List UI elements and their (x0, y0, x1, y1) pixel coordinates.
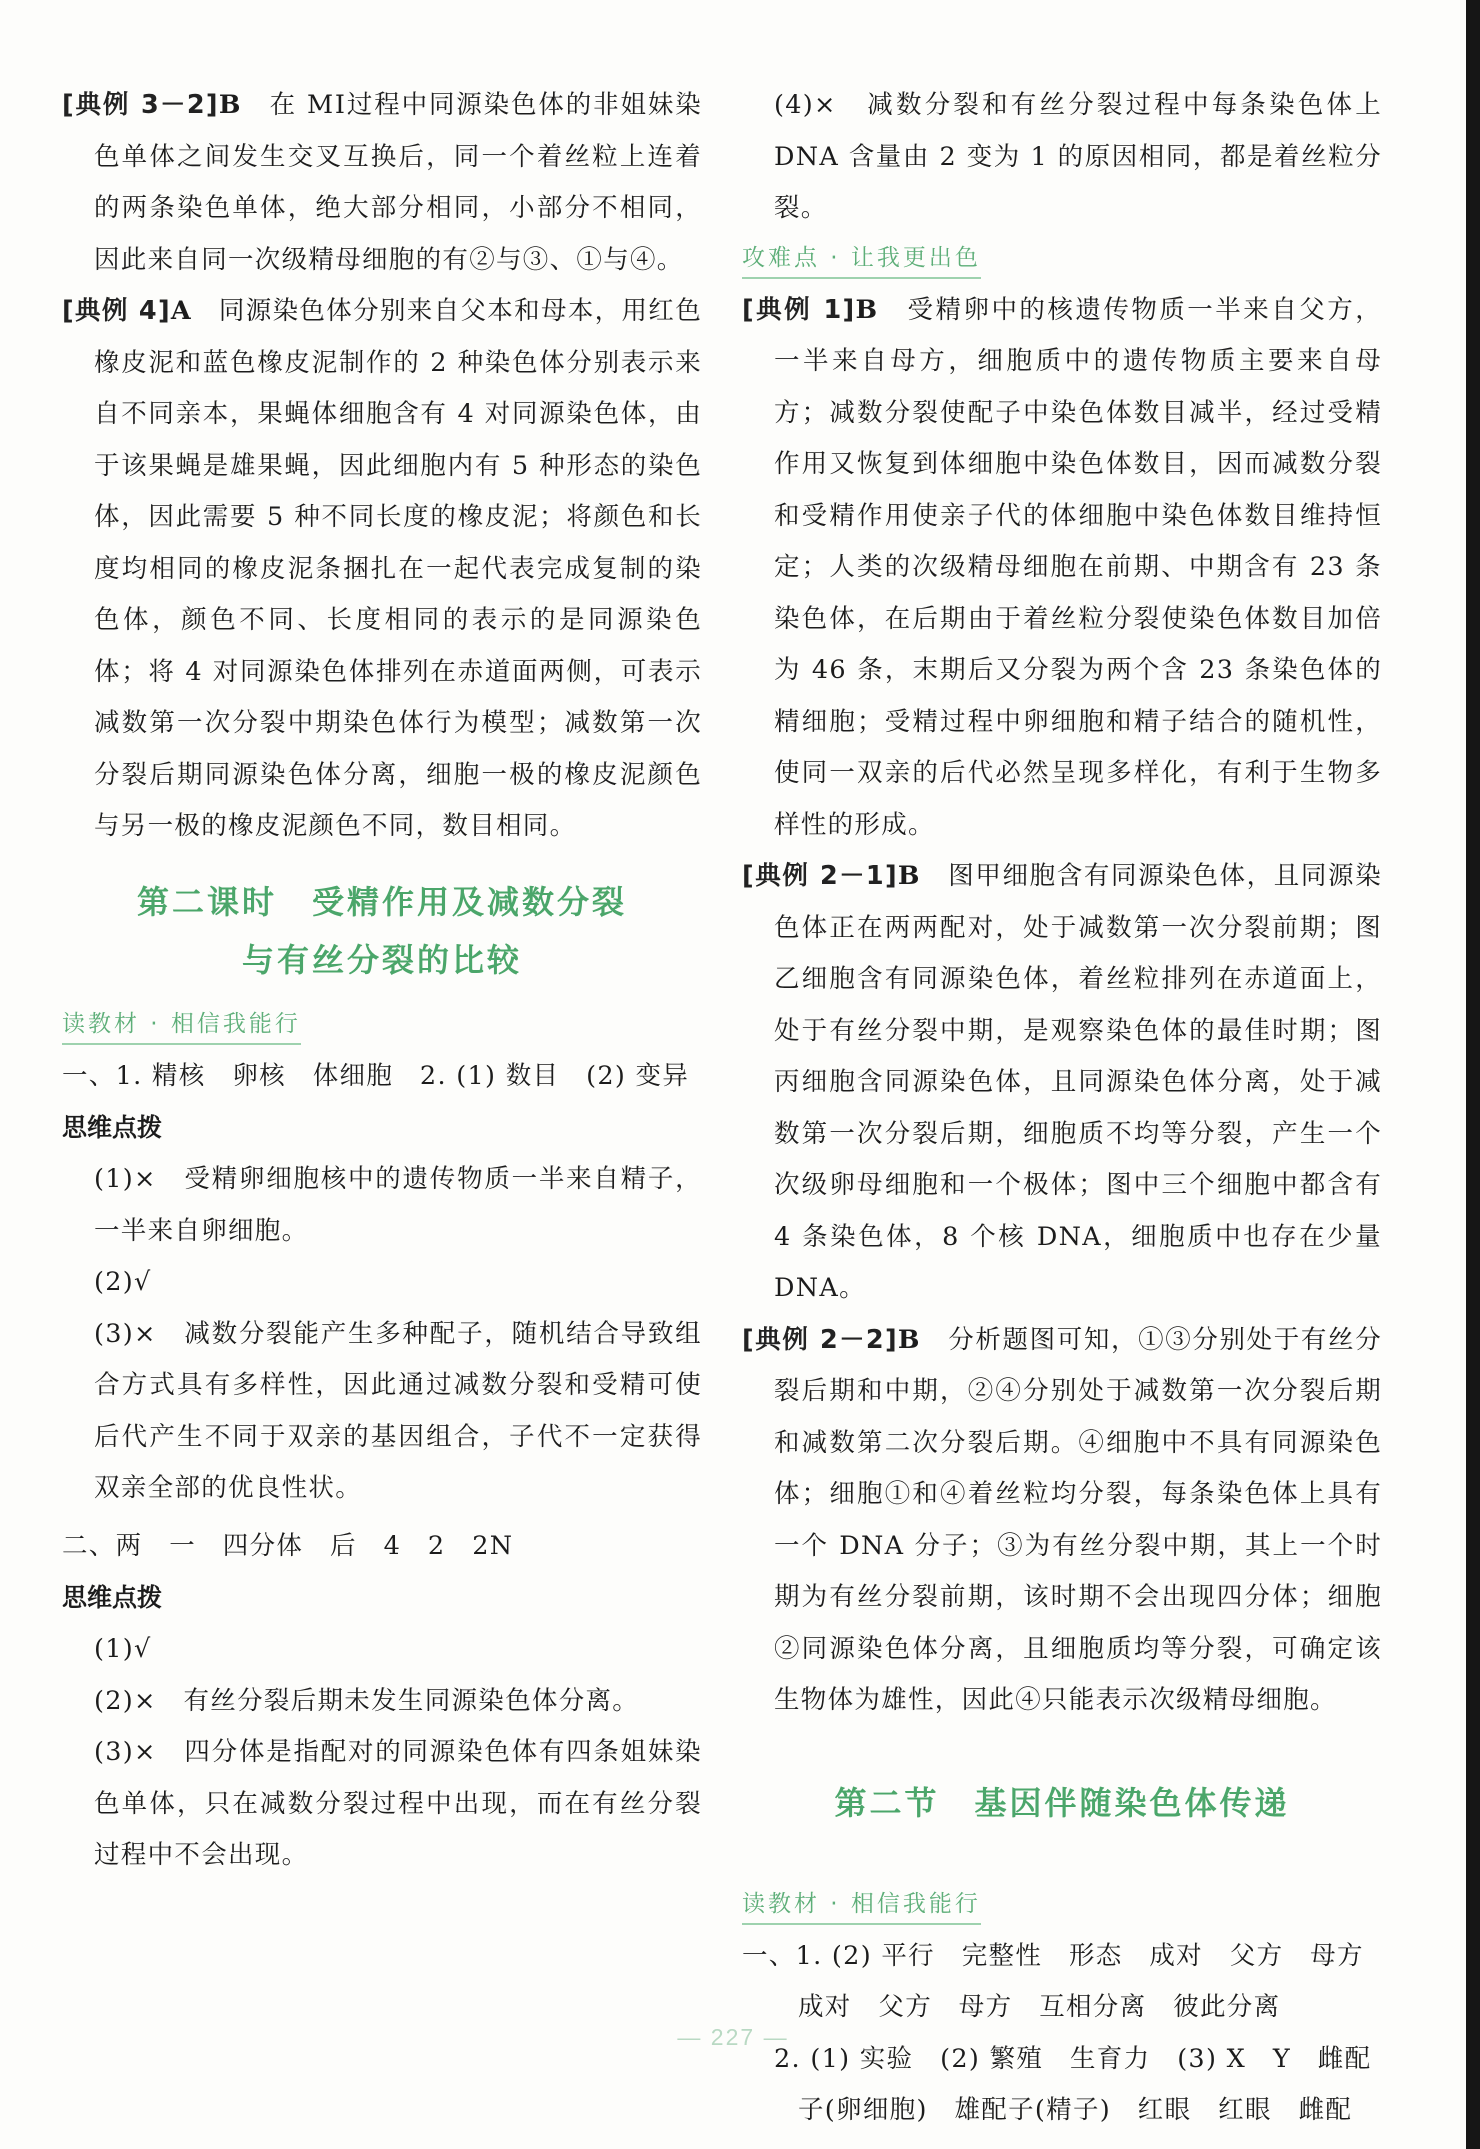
section-title-line1: 第二课时 受精作用及减数分裂 (136, 882, 627, 921)
example-2-2 (742, 1315, 1382, 1727)
page-number: — 227 — (677, 2024, 789, 2050)
answers-line3: 2. (1) 实验 (2) 繁殖 生育力 (3) X Y 雌配 (774, 2043, 1372, 2074)
think2-item3: (3)× 四分体是指配对的同源染色体有四条姐妹染色单体，只在减数分裂过程中出现，而在有丝分裂过程中不会出现。 (94, 1737, 702, 1870)
example-text: 在 MⅠ过程中同源染色体的非姐妹染色单体之间发生交叉互换后，同一个着丝粒上连着的两条染色单体，绝大部分相同，小部分不相同，因此来自同一次级精母细胞的有②与③、①与④。 (94, 90, 703, 275)
example-tag: [典例 2－2] (742, 1324, 898, 1355)
example-tag: [典例 2－1] (742, 861, 898, 891)
subheader-read-text: 读教材 · 相信我能行 (62, 1005, 301, 1045)
think1-item3: (3)× 减数分裂能产生多种配子，随机结合导致组合方式具有多样性，因此通过减数分裂和受精可使后代产生不同于双亲的基因组合，子代不一定获得双亲全部的优良性状。 (94, 1318, 702, 1503)
example-answer: B (855, 294, 879, 325)
page-edge (1466, 0, 1480, 2149)
example-2-1 (742, 851, 1382, 1315)
example-1 (742, 285, 1382, 852)
example-3-2 (62, 80, 702, 286)
section-title-line2: 与有丝分裂的比较 (241, 940, 522, 979)
think2-item2: (2)× 有丝分裂后期未发生同源染色体分离。 (94, 1685, 640, 1716)
left-column (62, 80, 702, 1882)
subheader-read-2-text: 读教材 · 相信我能行 (742, 1885, 981, 1925)
example-tag: [典例 4] (62, 296, 171, 326)
think1-item2: (2)√ (94, 1267, 152, 1297)
example-text: 受精卵中的核遗传物质一半来自父方，一半来自母方，细胞质中的遗传物质主要来自母方；减数分裂使配子中染色体数目减半，经过受精作用又恢复到体细胞中染色体数目，因而减数分裂和受精作用使亲子代的体细胞中染色体数目维持恒定；人类的次级精母细胞在前期、中期含有 23 条染色体，在后期由于着丝粒分裂使染色体数目加倍为 46 条，末期后又分裂为两个含 23 条染色体的精细胞；受精过程中卵细胞和精子结合的随机性，使同一双亲的后代必然呈现多样化，有利于生物多样性的形成。 (774, 294, 1382, 840)
section-title-2: 第二节 基因伴随染色体传递 (834, 1783, 1290, 1822)
subheader-hard (742, 235, 1382, 285)
example-answer: B (897, 1324, 921, 1355)
example-text: 图甲细胞含有同源染色体，且同源染色体正在两两配对，处于减数第一次分裂前期；图乙细胞含有同源染色体，着丝粒排列在赤道面上，处于有丝分裂中期，是观察染色体的最佳时期；图丙细胞含同源染色体，且同源染色体分离，处于减数第一次分裂后期，细胞质不均等分裂，产生一个次级卵母细胞和一个极体；图中三个细胞中都含有 4 条染色体，8 个核 DNA，细胞质中也存在少量 DNA。 (774, 861, 1382, 1303)
part1-answers: 一、1. 精核 卵核 体细胞 2. (1) 数目 (2) 变异 (62, 1060, 690, 1091)
part2-answers: 二、两 一 四分体 后 4 2 2N (62, 1530, 514, 1561)
answers-line2: 成对 父方 母方 互相分离 彼此分离 (798, 1992, 1281, 2022)
subheader-hard-text: 攻难点 · 让我更出色 (742, 239, 981, 279)
think1-item1: (1)× 受精卵细胞核中的遗传物质一半来自精子，一半来自卵细胞。 (94, 1164, 702, 1246)
example-text: 分析题图可知，①③分别处于有丝分裂后期和中期，②④分别处于减数第一次分裂后期和减数第二次分裂后期。④细胞中不具有同源染色体；细胞①和④着丝粒均分裂，每条染色体上具有一个 DNA 分子；③为有丝分裂中期，其上一个时期为有丝分裂前期，该时期不会出现四分体；细胞②同源染色体分离，且细胞质均等分裂，可确定该生物体为雄性，因此④只能表示次级精母细胞。 (774, 1324, 1382, 1715)
example-text: 同源染色体分别来自父本和母本，用红色橡皮泥和蓝色橡皮泥制作的 2 种染色体分别表示来自不同亲本，果蝇体细胞含有 4 对同源染色体，由于该果蝇是雄果蝇，因此细胞内有 5 种形态的染色体，因此需要 5 种不同长度的橡皮泥；将颜色和长度均相同的橡皮泥条捆扎在一起代表完成复制的染色体，颜色不同、长度相同的表示的是同源染色体；将 4 对同源染色体排列在赤道面两侧，可表示减数第一次分裂中期染色体行为模型；减数第一次分裂后期同源染色体分离，细胞一极的橡皮泥颜色与另一极的橡皮泥颜色不同，数目相同。 (94, 296, 702, 841)
think-title: 思维点拨 (62, 1113, 163, 1142)
example-answer: B (218, 90, 242, 120)
subheader-read-2 (742, 1881, 1382, 1931)
example-answer: A (170, 296, 192, 326)
example-4 (62, 286, 702, 853)
answers-line1: 一、1. (2) 平行 完整性 形态 成对 父方 母方 (742, 1940, 1364, 1971)
example-answer: B (897, 861, 921, 891)
subheader-read (62, 1001, 702, 1051)
example-tag: [典例 3－2] (62, 90, 219, 120)
think1-item4: (4)× 减数分裂和有丝分裂过程中每条染色体上 DNA 含量由 2 变为 1 的原因相同，都是着丝粒分裂。 (774, 90, 1382, 223)
right-column (742, 80, 1382, 2137)
think2-item1: (1)√ (94, 1634, 152, 1664)
example-tag: [典例 1] (742, 294, 856, 325)
think-title: 思维点拨 (62, 1583, 163, 1612)
answers-line4: 子(卵细胞) 雄配子(精子) 红眼 红眼 雌配 (798, 2095, 1353, 2125)
